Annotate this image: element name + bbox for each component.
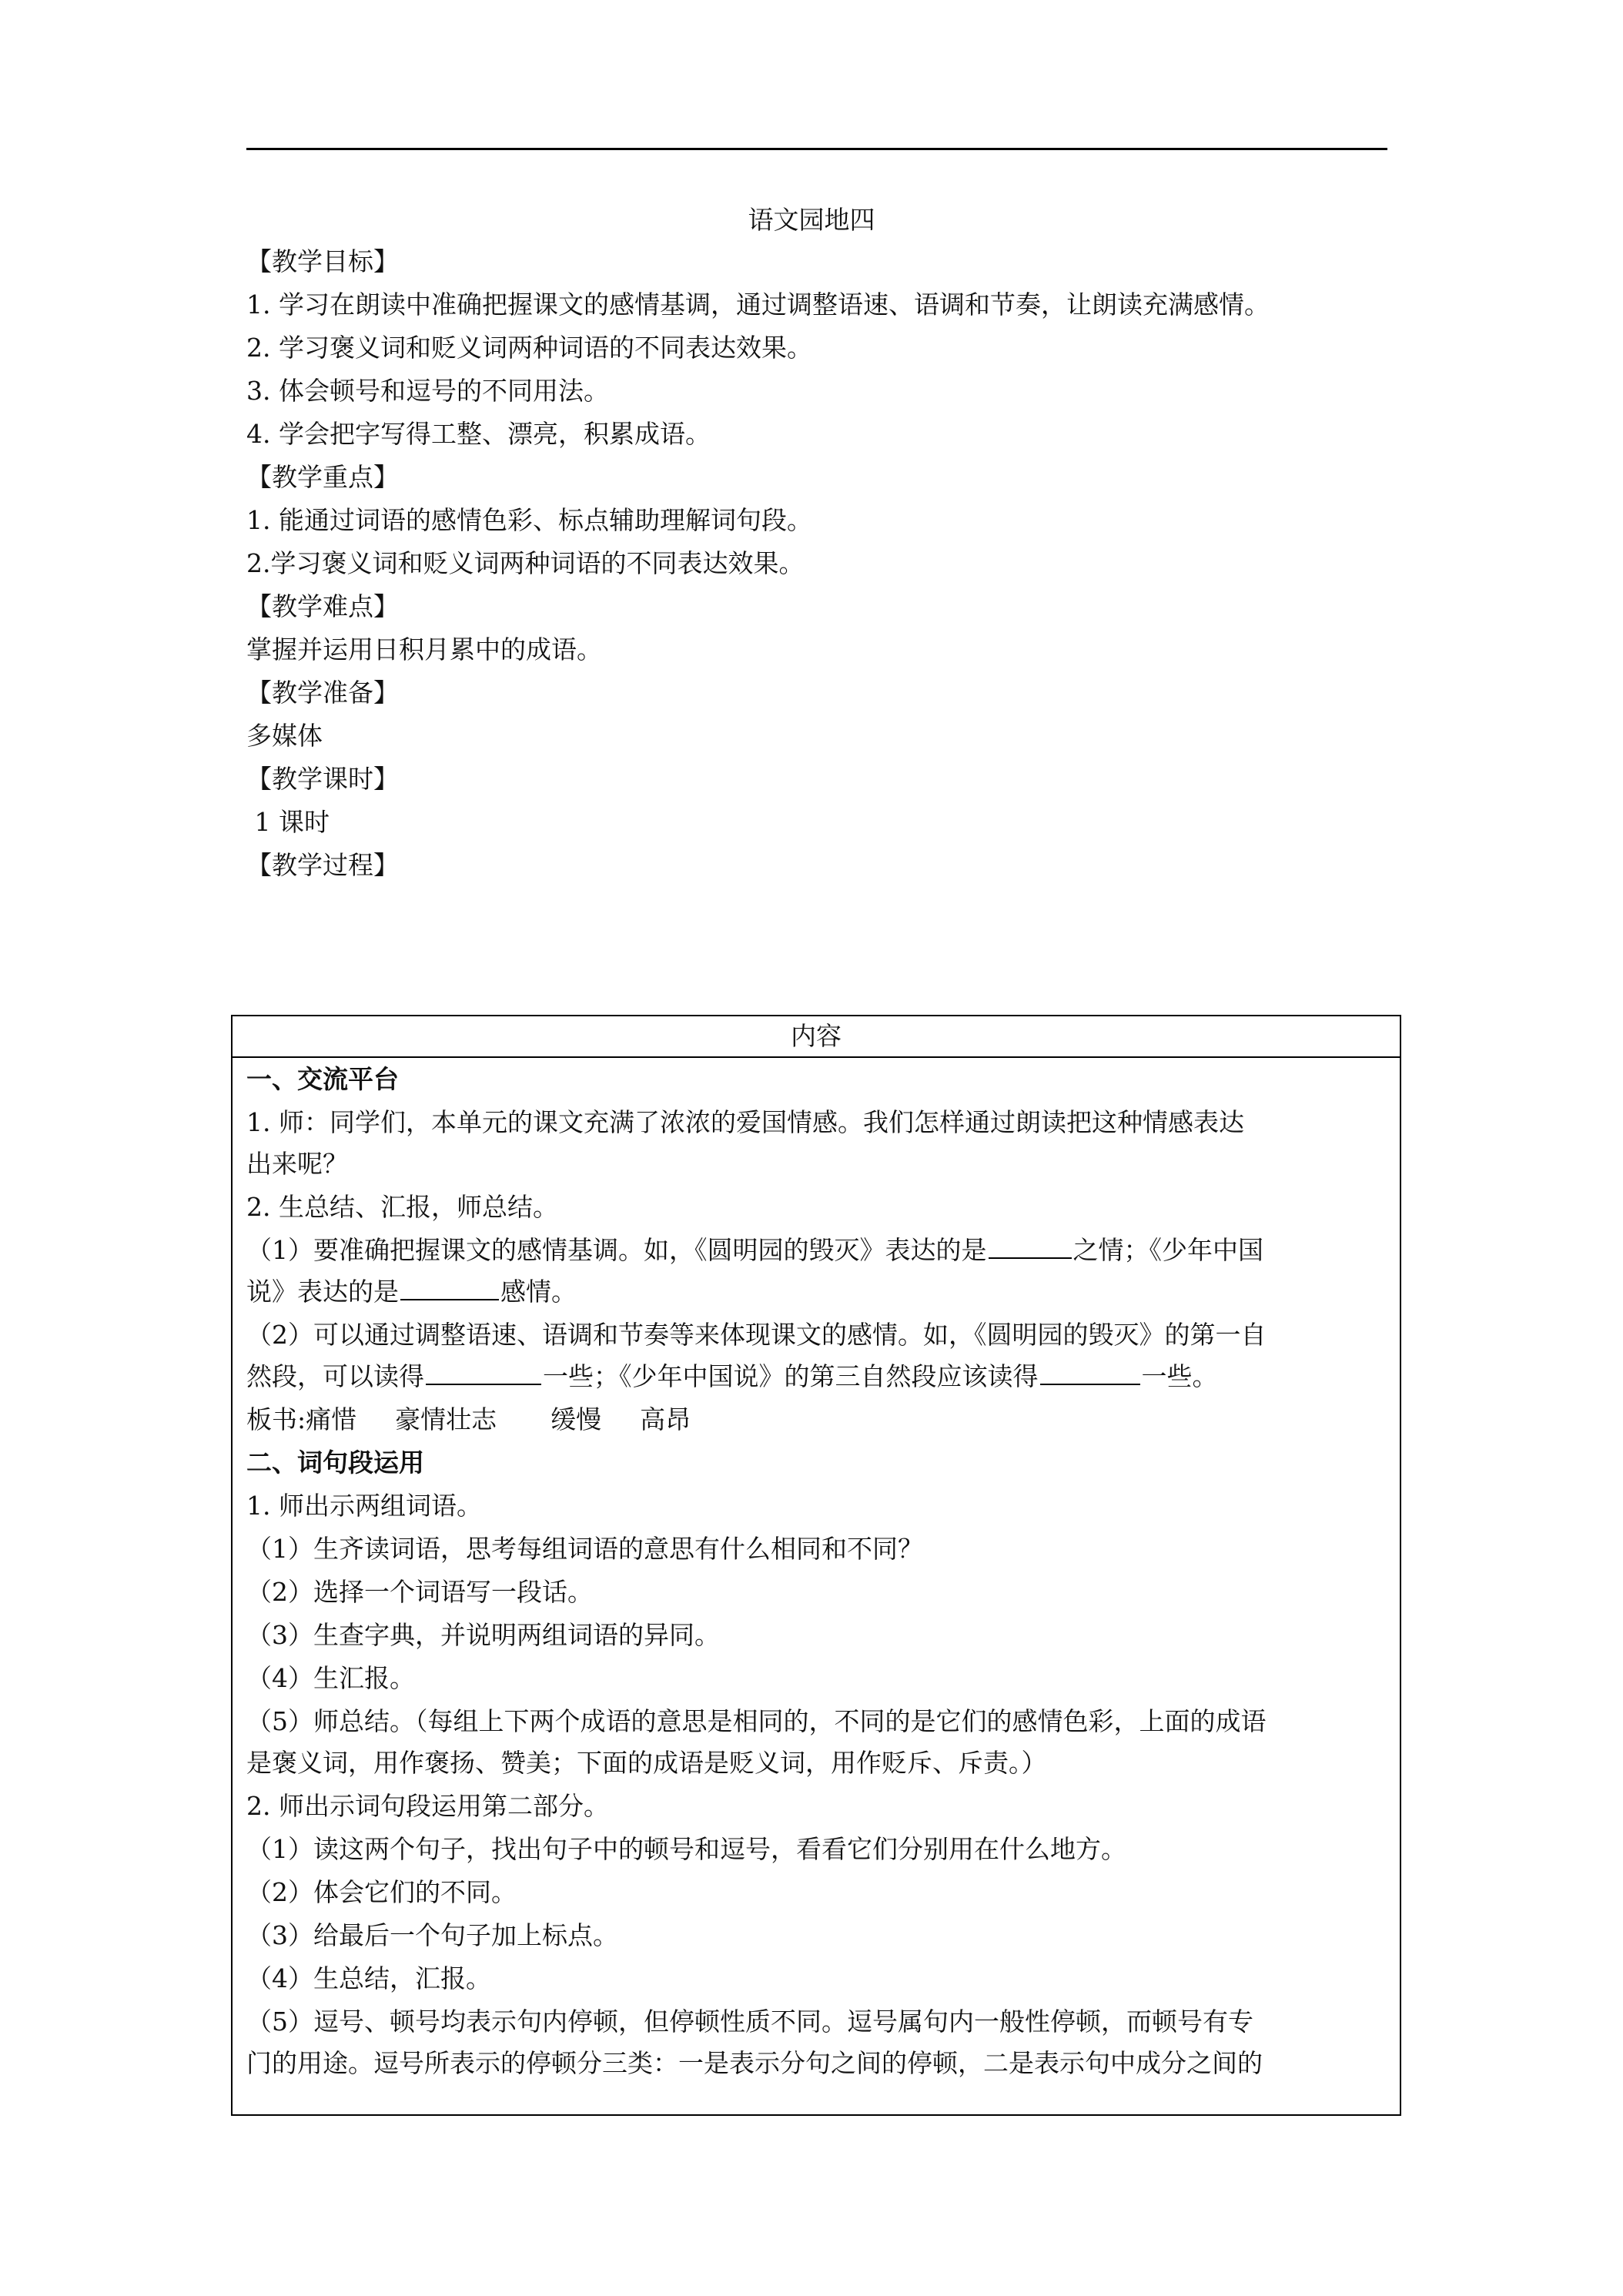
board-word-1: 板书:痛惜	[246, 1404, 357, 1434]
usage-line-6: （5）师总结。（每组上下两个成语的意思是相同的，不同的是它们的感情色彩，上面的成语	[246, 1706, 1267, 1736]
exchange-line-2: 出来呢？	[246, 1149, 348, 1179]
usage-line-5: （4）生汇报。	[246, 1663, 415, 1693]
board-word-3: 缓慢	[550, 1404, 602, 1434]
header-rule	[246, 148, 1387, 150]
document-title: 语文园地四	[748, 205, 875, 235]
usage-line-8: 2. 师出示词句段运用第二部分。	[246, 1791, 609, 1821]
section-exchange-title: 一、交流平台	[246, 1064, 399, 1094]
hours-text: 1 课时	[246, 807, 330, 837]
exchange-line-4-text-b: 之情；《少年中国	[1073, 1235, 1263, 1265]
fill-blank	[989, 1234, 1072, 1259]
table-header: 内容	[233, 1016, 1400, 1058]
exchange-line-7-text-a: 然段，可以读得	[246, 1361, 424, 1391]
fill-blank	[400, 1276, 499, 1300]
goals-heading: 【教学目标】	[246, 246, 399, 276]
usage-line-13: （5）逗号、顿号均表示句内停顿，但停顿性质不同。逗号属句内一般性停顿，而顿号有专	[246, 2006, 1253, 2037]
fill-blank	[426, 1361, 541, 1385]
board-line	[246, 1401, 691, 1438]
board-word-2: 豪情壮志	[395, 1404, 497, 1434]
hours-heading: 【教学课时】	[246, 764, 399, 794]
fill-blank	[1040, 1361, 1140, 1385]
exchange-line-3: 2. 生总结、汇报，师总结。	[246, 1192, 558, 1222]
process-heading: 【教学过程】	[246, 850, 399, 880]
usage-line-10: （2）体会它们的不同。	[246, 1877, 517, 1907]
section-usage-title: 二、词句段运用	[246, 1448, 424, 1478]
exchange-line-4-text-a: （1）要准确把握课文的感情基调。如，《圆明园的毁灭》表达的是	[246, 1235, 987, 1265]
exchange-line-5	[246, 1274, 577, 1310]
exchange-line-1: 1. 师：同学们，本单元的课文充满了浓浓的爱国情感。我们怎样通过朗读把这种情感表达	[246, 1107, 1244, 1137]
difficulty-text: 掌握并运用日积月累中的成语。	[246, 634, 602, 664]
key-point-2: 2.学习褒义词和贬义词两种词语的不同表达效果。	[246, 548, 805, 578]
exchange-line-5-text-b: 感情。	[500, 1277, 577, 1307]
exchange-line-6: （2）可以通过调整语速、语调和节奏等来体现课文的感情。如，《圆明园的毁灭》的第一自	[246, 1320, 1267, 1350]
usage-line-7: 是褒义词，用作褒扬、赞美；下面的成语是贬义词，用作贬斥、斥责。）	[246, 1748, 1047, 1778]
prep-text: 多媒体	[246, 721, 323, 751]
usage-line-11: （3）给最后一个句子加上标点。	[246, 1920, 618, 1950]
usage-line-3: （2）选择一个词语写一段话。	[246, 1577, 593, 1607]
usage-line-2: （1）生齐读词语，思考每组词语的意思有什么相同和不同？	[246, 1534, 923, 1564]
key-point-1: 1. 能通过词语的感情色彩、标点辅助理解词句段。	[246, 505, 812, 535]
exchange-line-4	[246, 1232, 1263, 1269]
exchange-line-7-text-c: 一些。	[1141, 1361, 1218, 1391]
key-points-heading: 【教学重点】	[246, 462, 399, 492]
goal-item-1: 1. 学习在朗读中准确把握课文的感情基调，通过调整语速、语调和节奏，让朗读充满感情。	[246, 290, 1270, 320]
usage-line-4: （3）生查字典，并说明两组词语的异同。	[246, 1620, 720, 1650]
exchange-line-7-text-b: 一些；《少年中国说》的第三自然段应该读得	[543, 1361, 1039, 1391]
goal-item-4: 4. 学会把字写得工整、漂亮，积累成语。	[246, 419, 711, 449]
usage-line-1: 1. 师出示两组词语。	[246, 1491, 482, 1521]
goal-item-3: 3. 体会顿号和逗号的不同用法。	[246, 376, 609, 406]
prep-heading: 【教学准备】	[246, 678, 399, 708]
difficulty-heading: 【教学难点】	[246, 591, 399, 621]
process-table	[231, 1015, 1401, 2116]
usage-line-12: （4）生总结，汇报。	[246, 1963, 491, 1993]
board-word-4: 高昂	[640, 1404, 691, 1434]
usage-line-9: （1）读这两个句子，找出句子中的顿号和逗号，看看它们分别用在什么地方。	[246, 1834, 1126, 1864]
usage-line-14: 门的用途。逗号所表示的停顿分三类：一是表示分句之间的停顿，二是表示句中成分之间的	[246, 2048, 1263, 2078]
exchange-line-7	[246, 1358, 1218, 1395]
goal-item-2: 2. 学习褒义词和贬义词两种词语的不同表达效果。	[246, 333, 812, 363]
exchange-line-5-text-a: 说》表达的是	[246, 1277, 399, 1307]
